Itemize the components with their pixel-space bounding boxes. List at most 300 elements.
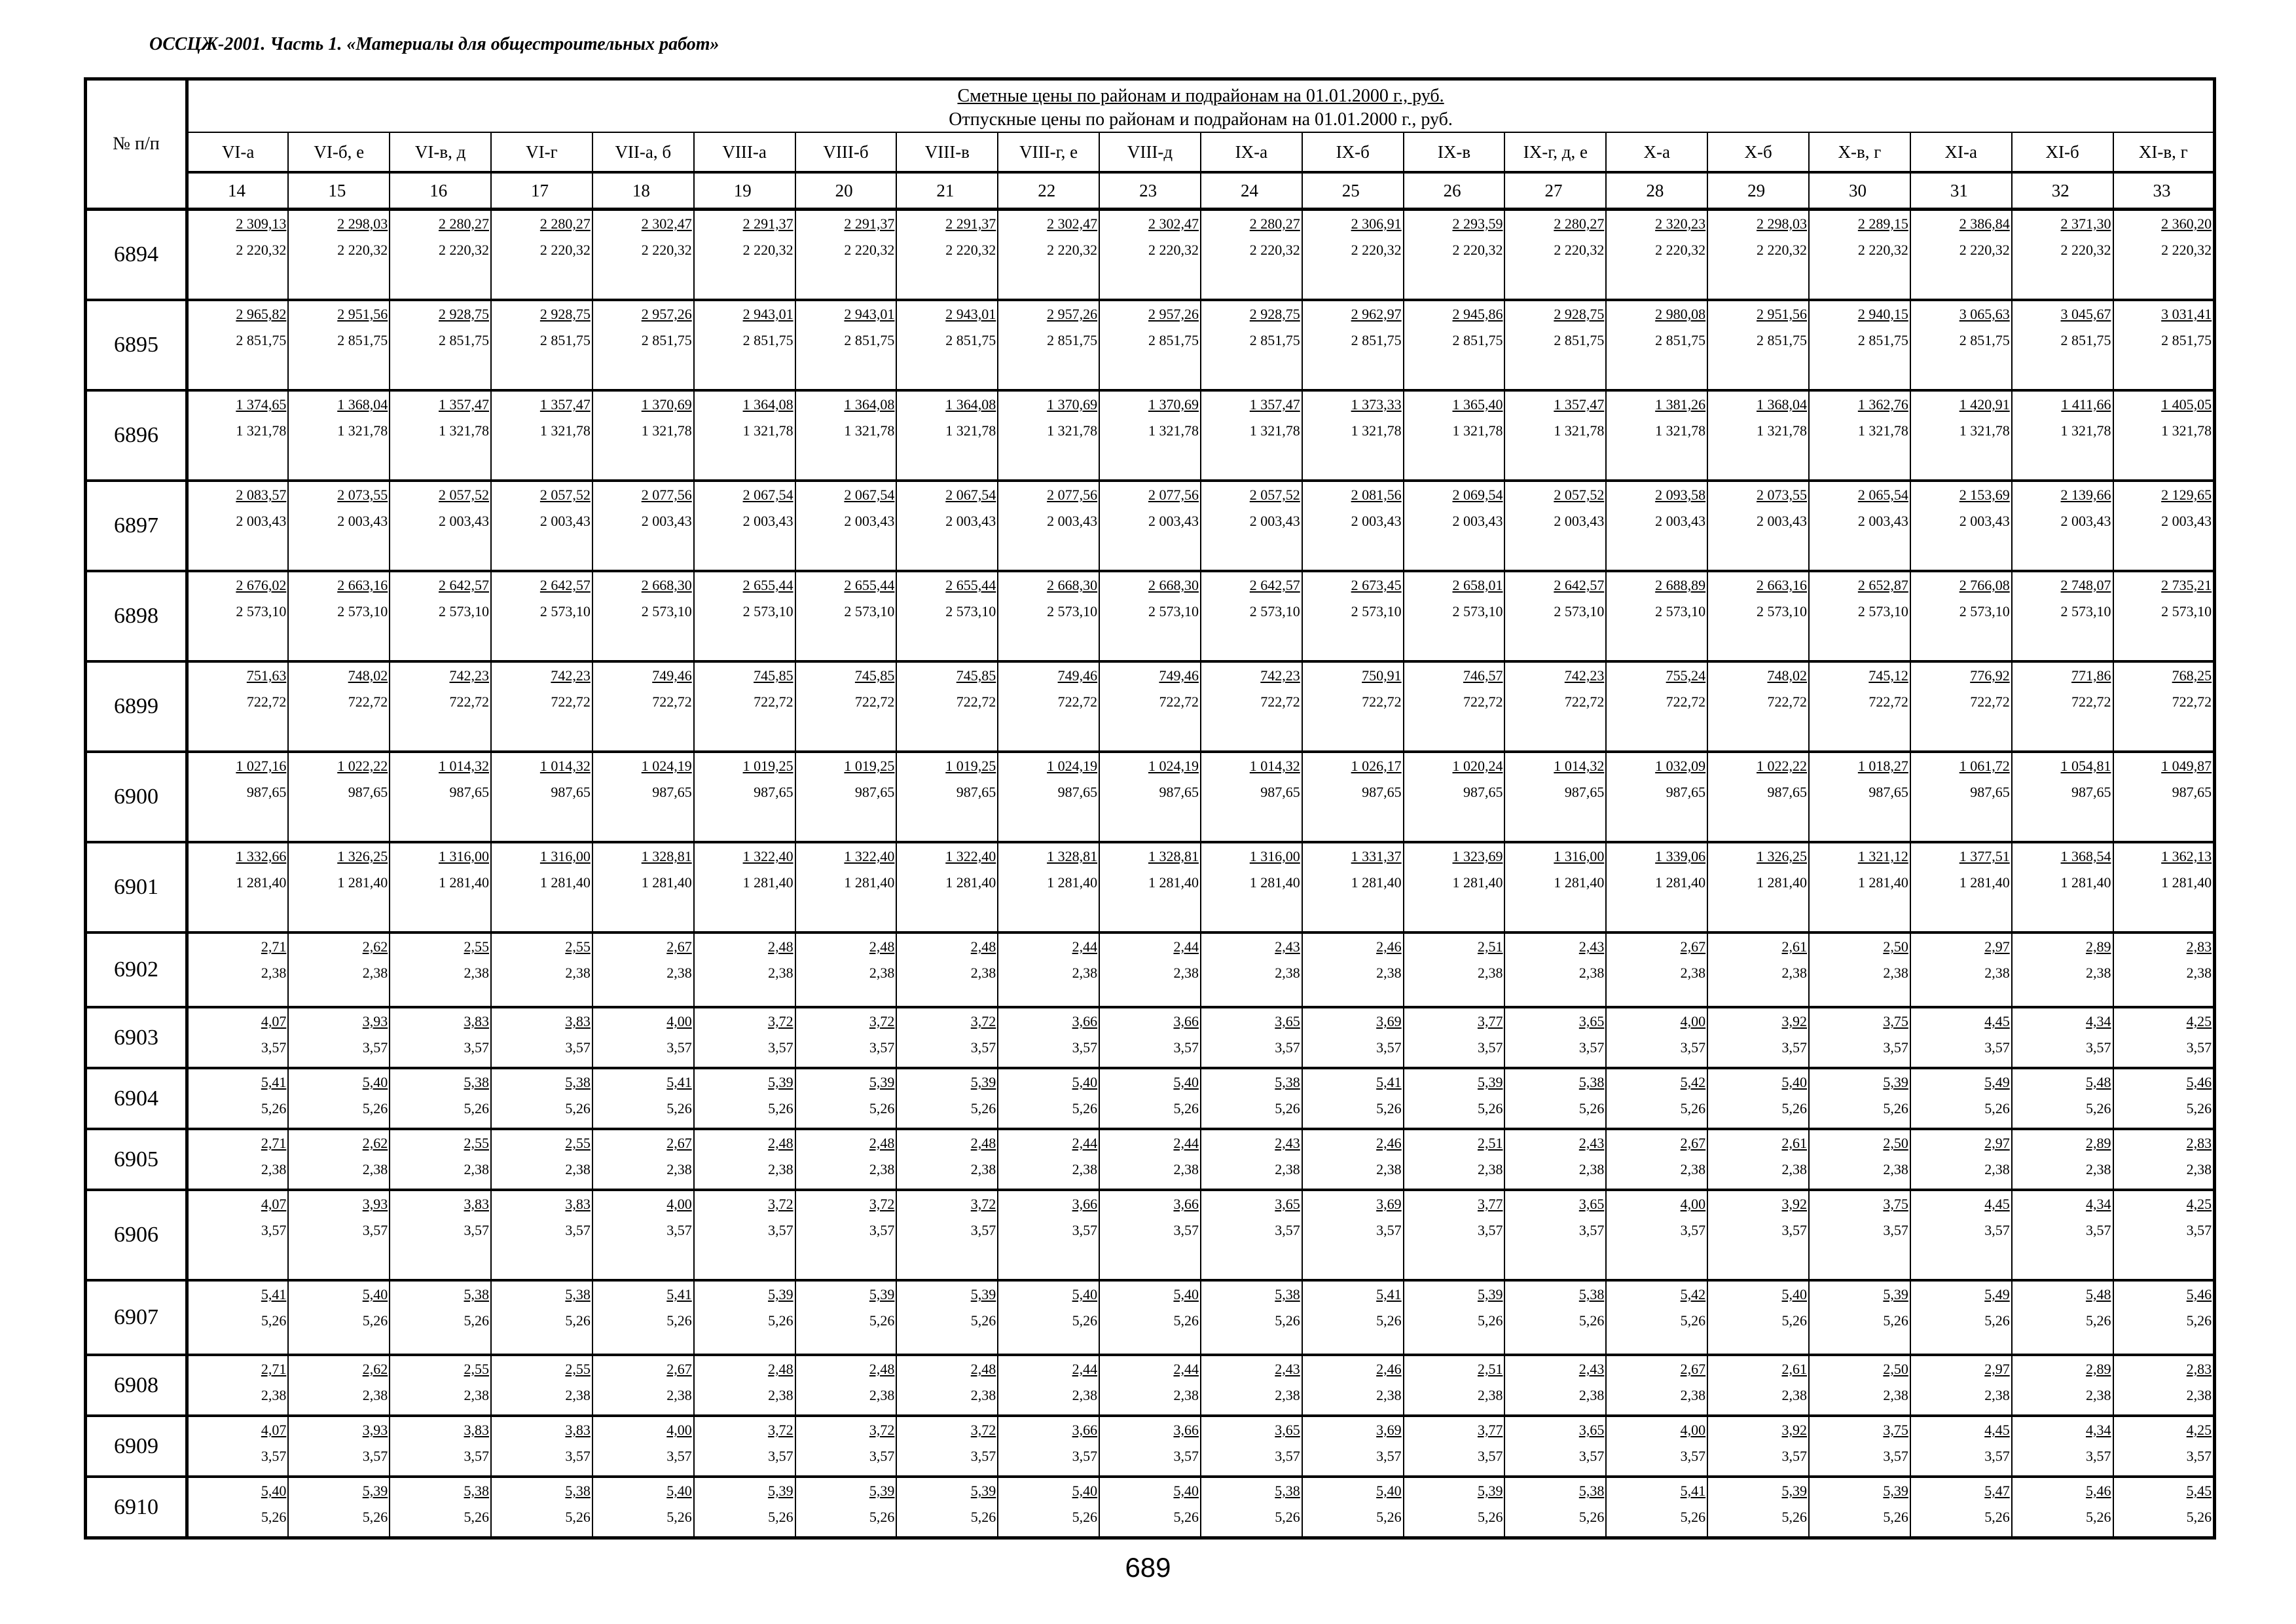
release-price: 2 220,32 — [1148, 242, 1199, 258]
release-price: 2,38 — [1072, 965, 1098, 981]
price-cell — [998, 300, 1099, 390]
column-number: 26 — [1404, 172, 1505, 210]
estimated-price: 1 061,72 — [1959, 758, 2010, 774]
release-price: 2,38 — [1883, 1161, 1908, 1177]
estimated-price: 750,91 — [1362, 667, 1402, 684]
estimated-price: 2 943,01 — [844, 306, 895, 322]
price-cell — [1910, 390, 2012, 481]
price-cell — [1809, 210, 1910, 301]
price-cell — [2012, 571, 2113, 661]
region-header: VI-г — [491, 132, 592, 172]
price-cell — [1404, 481, 1505, 571]
price-cell — [1707, 1190, 1809, 1280]
price-cell — [2012, 390, 2113, 481]
price-cell — [1809, 1190, 1910, 1280]
estimated-price: 2,55 — [565, 1361, 591, 1377]
release-price: 987,65 — [2172, 784, 2212, 800]
price-cell — [288, 1477, 390, 1538]
release-price: 3,57 — [1072, 1039, 1098, 1056]
estimated-price: 5,41 — [1680, 1483, 1706, 1499]
estimated-price: 3,72 — [869, 1196, 895, 1212]
estimated-price: 2 945,86 — [1452, 306, 1503, 322]
release-price: 722,72 — [652, 693, 692, 710]
release-price: 2 851,75 — [844, 332, 895, 348]
estimated-price: 3,93 — [362, 1196, 388, 1212]
price-cell — [1910, 1190, 2012, 1280]
estimated-price: 1 381,26 — [1655, 396, 1706, 413]
release-price: 5,26 — [1173, 1312, 1199, 1329]
price-cell — [1707, 842, 1809, 932]
estimated-price: 3,77 — [1477, 1422, 1503, 1438]
release-price: 5,26 — [565, 1509, 591, 1525]
release-price: 5,26 — [1275, 1100, 1300, 1116]
release-price: 1 281,40 — [1857, 874, 1908, 891]
release-price: 2 851,75 — [1757, 332, 1807, 348]
price-cell — [2113, 1477, 2215, 1538]
estimated-price: 1 364,08 — [742, 396, 793, 413]
release-price: 2,38 — [261, 1161, 287, 1177]
estimated-price: 2,48 — [970, 1135, 996, 1151]
estimated-price: 2 655,44 — [742, 577, 793, 593]
release-price: 2 003,43 — [1554, 513, 1605, 529]
price-cell — [1910, 1129, 2012, 1190]
table-row — [86, 752, 2215, 842]
release-price: 3,57 — [768, 1448, 793, 1464]
release-price: 2,38 — [464, 965, 490, 981]
estimated-price: 2 360,20 — [2161, 215, 2212, 232]
estimated-price: 2,55 — [464, 1361, 490, 1377]
release-price: 2 003,43 — [1959, 513, 2010, 529]
estimated-price: 3,83 — [464, 1422, 490, 1438]
release-price: 5,26 — [869, 1312, 895, 1329]
estimated-price: 2,61 — [1781, 1135, 1807, 1151]
estimated-price: 2,46 — [1376, 938, 1402, 955]
release-price: 1 321,78 — [1351, 422, 1402, 439]
estimated-price: 2 655,44 — [945, 577, 996, 593]
release-price: 2 573,10 — [1249, 603, 1300, 619]
price-cell — [1504, 1068, 1606, 1129]
release-price: 3,57 — [1883, 1448, 1908, 1464]
estimated-price: 4,45 — [1984, 1422, 2010, 1438]
estimated-price: 3,69 — [1376, 1422, 1402, 1438]
release-price: 2,38 — [1883, 1387, 1908, 1403]
price-cell — [1404, 661, 1505, 752]
estimated-price: 3 045,67 — [2060, 306, 2111, 322]
price-cell — [288, 390, 390, 481]
release-price: 987,65 — [1767, 784, 1807, 800]
release-price: 2,38 — [666, 1161, 692, 1177]
release-price: 3,57 — [565, 1222, 591, 1238]
estimated-price: 1 014,32 — [539, 758, 591, 774]
estimated-price: 1 049,87 — [2161, 758, 2212, 774]
estimated-price: 3,69 — [1376, 1013, 1402, 1029]
estimated-price: 2,48 — [869, 1135, 895, 1151]
estimated-price: 4,45 — [1984, 1196, 2010, 1212]
estimated-price: 2,71 — [261, 1361, 287, 1377]
release-price: 3,57 — [666, 1222, 692, 1238]
release-price: 2 220,32 — [641, 242, 692, 258]
price-cell — [694, 300, 795, 390]
estimated-price: 3,77 — [1477, 1013, 1503, 1029]
estimated-price: 3,72 — [869, 1422, 895, 1438]
price-cell — [998, 1477, 1099, 1538]
release-price: 2 573,10 — [1554, 603, 1605, 619]
price-cell — [2012, 1190, 2113, 1280]
estimated-price: 4,07 — [261, 1422, 287, 1438]
release-price: 722,72 — [754, 693, 793, 710]
price-cell — [1910, 1280, 2012, 1355]
running-header: ОССЦЖ-2001. Часть 1. «Материалы для общестроительных работ» — [149, 34, 720, 54]
price-cell — [998, 1007, 1099, 1068]
release-price: 987,65 — [1362, 784, 1402, 800]
release-price: 722,72 — [854, 693, 895, 710]
estimated-price: 3,69 — [1376, 1196, 1402, 1212]
price-cell — [694, 752, 795, 842]
price-cell — [1201, 752, 1302, 842]
release-price: 5,26 — [565, 1100, 591, 1116]
price-cell — [795, 661, 897, 752]
estimated-price: 2 735,21 — [2161, 577, 2212, 593]
price-cell — [390, 481, 491, 571]
estimated-price: 5,39 — [1883, 1074, 1908, 1090]
table-row — [86, 390, 2215, 481]
estimated-price: 2 129,65 — [2161, 487, 2212, 503]
release-price: 3,57 — [1477, 1039, 1503, 1056]
price-cell — [491, 1416, 592, 1477]
release-price: 3,57 — [1781, 1222, 1807, 1238]
estimated-price: 2,43 — [1578, 938, 1605, 955]
estimated-price: 1 357,47 — [539, 396, 591, 413]
estimated-price: 745,85 — [854, 667, 895, 684]
price-cell — [390, 1007, 491, 1068]
column-number: 33 — [2113, 172, 2215, 210]
estimated-price: 2 057,52 — [1249, 487, 1300, 503]
estimated-price: 5,40 — [362, 1074, 388, 1090]
price-cell — [1302, 932, 1404, 1007]
price-cell — [288, 1416, 390, 1477]
release-price: 2,38 — [970, 1161, 996, 1177]
estimated-price: 2,89 — [2086, 938, 2111, 955]
release-price: 1 281,40 — [641, 874, 692, 891]
estimated-price: 3,65 — [1578, 1422, 1605, 1438]
price-cell — [896, 571, 998, 661]
estimated-price: 2 302,47 — [1148, 215, 1199, 232]
release-price: 5,26 — [2086, 1509, 2111, 1525]
release-price: 3,57 — [970, 1222, 996, 1238]
price-cell — [592, 1129, 694, 1190]
estimated-price: 4,00 — [666, 1422, 692, 1438]
price-cell — [2012, 1280, 2113, 1355]
estimated-price: 2,62 — [362, 1135, 388, 1151]
release-price: 2 003,43 — [439, 513, 490, 529]
release-price: 2,38 — [768, 1161, 793, 1177]
estimated-price: 2 663,16 — [337, 577, 388, 593]
price-cell — [1302, 1068, 1404, 1129]
price-cell — [896, 300, 998, 390]
price-cell — [1707, 571, 1809, 661]
price-cell — [694, 842, 795, 932]
price-cell — [592, 300, 694, 390]
price-cell — [1910, 842, 2012, 932]
price-cell — [1201, 1355, 1302, 1416]
price-cell — [998, 1190, 1099, 1280]
estimated-price: 2 673,45 — [1351, 577, 1402, 593]
price-cell — [288, 1280, 390, 1355]
release-price: 3,57 — [869, 1039, 895, 1056]
price-cell — [694, 661, 795, 752]
estimated-price: 1 322,40 — [945, 848, 996, 864]
release-price: 2 851,75 — [1148, 332, 1199, 348]
column-number-row — [86, 172, 2215, 210]
price-cell — [187, 1068, 289, 1129]
price-cell — [1099, 752, 1201, 842]
price-cell — [998, 1068, 1099, 1129]
price-cell — [1302, 571, 1404, 661]
price-cell — [694, 481, 795, 571]
estimated-price: 3,75 — [1883, 1196, 1908, 1212]
row-number: 6896 — [86, 390, 187, 481]
page-number: 689 — [1125, 1552, 1171, 1583]
estimated-price: 4,25 — [2186, 1422, 2212, 1438]
price-cell — [1404, 1477, 1505, 1538]
price-cell — [1606, 842, 1707, 932]
price-cell — [187, 1280, 289, 1355]
price-cell — [1201, 1129, 1302, 1190]
release-price: 3,57 — [2086, 1039, 2111, 1056]
estimated-price: 1 357,47 — [1554, 396, 1605, 413]
price-cell — [1809, 842, 1910, 932]
estimated-price: 3,65 — [1275, 1422, 1300, 1438]
estimated-price: 1 362,76 — [1857, 396, 1908, 413]
column-number: 15 — [288, 172, 390, 210]
release-price: 3,57 — [768, 1039, 793, 1056]
estimated-price: 5,39 — [768, 1483, 793, 1499]
estimated-price: 5,40 — [1173, 1483, 1199, 1499]
price-cell — [1504, 481, 1606, 571]
estimated-price: 2 962,97 — [1351, 306, 1402, 322]
release-price: 1 321,78 — [1249, 422, 1300, 439]
release-price: 1 281,40 — [1351, 874, 1402, 891]
estimated-price: 3,93 — [362, 1422, 388, 1438]
release-price: 2,38 — [1680, 965, 1706, 981]
estimated-price: 1 316,00 — [1249, 848, 1300, 864]
release-price: 2,38 — [2086, 1161, 2111, 1177]
row-number: 6895 — [86, 300, 187, 390]
price-cell — [491, 842, 592, 932]
estimated-price: 2,67 — [1680, 1135, 1706, 1151]
estimated-price: 4,00 — [1680, 1422, 1706, 1438]
release-price: 1 281,40 — [1452, 874, 1503, 891]
release-price: 5,26 — [1173, 1100, 1199, 1116]
estimated-price: 2 642,57 — [1554, 577, 1605, 593]
price-cell — [896, 1190, 998, 1280]
estimated-price: 2 280,27 — [1554, 215, 1605, 232]
release-price: 2,38 — [2086, 1387, 2111, 1403]
price-cell — [1606, 1007, 1707, 1068]
price-cell — [998, 842, 1099, 932]
release-price: 5,26 — [1072, 1312, 1098, 1329]
price-cell — [1201, 300, 1302, 390]
release-price: 2 851,75 — [1857, 332, 1908, 348]
price-cell — [1201, 571, 1302, 661]
estimated-price: 2 057,52 — [1554, 487, 1605, 503]
estimated-price: 2 280,27 — [439, 215, 490, 232]
release-price: 2 220,32 — [439, 242, 490, 258]
price-cell — [592, 571, 694, 661]
price-cell — [288, 300, 390, 390]
release-price: 2 003,43 — [1249, 513, 1300, 529]
estimated-price: 5,48 — [2086, 1286, 2111, 1302]
release-price: 2,38 — [1578, 1161, 1605, 1177]
release-price: 2 220,32 — [1757, 242, 1807, 258]
table-row — [86, 661, 2215, 752]
price-cell — [1606, 1129, 1707, 1190]
estimated-price: 3,77 — [1477, 1196, 1503, 1212]
estimated-price: 5,38 — [565, 1286, 591, 1302]
release-price: 2,38 — [565, 1387, 591, 1403]
release-price: 3,57 — [1680, 1448, 1706, 1464]
price-cell — [896, 752, 998, 842]
release-price: 3,57 — [1680, 1222, 1706, 1238]
estimated-price: 3,75 — [1883, 1422, 1908, 1438]
price-cell — [795, 1190, 897, 1280]
release-price: 2 003,43 — [641, 513, 692, 529]
release-price: 3,57 — [1275, 1222, 1300, 1238]
price-cell — [2113, 1280, 2215, 1355]
estimated-price: 2,44 — [1072, 938, 1098, 955]
price-cell — [2012, 932, 2113, 1007]
estimated-price: 2,83 — [2186, 1361, 2212, 1377]
price-cell — [2113, 1416, 2215, 1477]
price-cell — [2113, 300, 2215, 390]
price-cell — [795, 481, 897, 571]
estimated-price: 1 370,69 — [1047, 396, 1098, 413]
row-number: 6905 — [86, 1129, 187, 1190]
estimated-price: 5,39 — [1477, 1286, 1503, 1302]
price-cell — [1201, 1280, 1302, 1355]
table-row — [86, 1190, 2215, 1280]
price-cell — [795, 1416, 897, 1477]
estimated-price: 5,49 — [1984, 1286, 2010, 1302]
release-price: 1 281,40 — [945, 874, 996, 891]
region-header: VIII-б — [795, 132, 897, 172]
estimated-price: 3,83 — [565, 1013, 591, 1029]
release-price: 5,26 — [1376, 1312, 1402, 1329]
release-price: 2,38 — [464, 1161, 490, 1177]
price-cell — [1606, 1477, 1707, 1538]
release-price: 2 003,43 — [844, 513, 895, 529]
price-cell — [390, 661, 491, 752]
column-number: 27 — [1504, 172, 1606, 210]
estimated-price: 3,93 — [362, 1013, 388, 1029]
release-price: 2 003,43 — [236, 513, 287, 529]
price-cell — [998, 1129, 1099, 1190]
row-number: 6900 — [86, 752, 187, 842]
estimated-price: 5,48 — [2086, 1074, 2111, 1090]
estimated-price: 3,66 — [1173, 1422, 1199, 1438]
price-cell — [694, 571, 795, 661]
estimated-price: 3,92 — [1781, 1013, 1807, 1029]
release-price: 2 573,10 — [844, 603, 895, 619]
release-price: 3,57 — [1883, 1222, 1908, 1238]
price-cell — [1606, 932, 1707, 1007]
release-price: 2 573,10 — [1351, 603, 1402, 619]
price-cell — [1404, 842, 1505, 932]
release-price: 5,26 — [666, 1509, 692, 1525]
release-price: 2,38 — [1781, 965, 1807, 981]
price-cell — [187, 481, 289, 571]
price-cell — [1302, 210, 1404, 301]
price-cell — [1099, 1355, 1201, 1416]
estimated-price: 2 077,56 — [1047, 487, 1098, 503]
release-price: 987,65 — [1057, 784, 1098, 800]
price-cell — [592, 1355, 694, 1416]
estimated-price: 2 668,30 — [641, 577, 692, 593]
release-price: 1 281,40 — [1148, 874, 1199, 891]
release-price: 2,38 — [869, 1161, 895, 1177]
release-price: 2,38 — [1173, 1387, 1199, 1403]
price-cell — [2113, 1068, 2215, 1129]
estimated-price: 2 766,08 — [1959, 577, 2010, 593]
release-price: 722,72 — [1362, 693, 1402, 710]
estimated-price: 2,48 — [768, 938, 793, 955]
release-price: 722,72 — [1666, 693, 1706, 710]
table-row — [86, 481, 2215, 571]
price-cell — [2012, 1355, 2113, 1416]
estimated-price: 3,72 — [768, 1013, 793, 1029]
price-cell — [1809, 390, 1910, 481]
price-cell — [795, 300, 897, 390]
release-price: 2 003,43 — [539, 513, 591, 529]
release-price: 3,57 — [1578, 1448, 1605, 1464]
release-price: 987,65 — [652, 784, 692, 800]
price-cell — [1910, 1007, 2012, 1068]
price-cell — [491, 1477, 592, 1538]
estimated-price: 2 291,37 — [945, 215, 996, 232]
table-row — [86, 1416, 2215, 1477]
release-price: 2,38 — [1376, 1387, 1402, 1403]
estimated-price: 1 368,54 — [2060, 848, 2111, 864]
price-cell — [1302, 661, 1404, 752]
price-cell — [1099, 481, 1201, 571]
release-price: 987,65 — [449, 784, 490, 800]
estimated-price: 2 928,75 — [539, 306, 591, 322]
estimated-price: 2 298,03 — [337, 215, 388, 232]
price-cell — [592, 481, 694, 571]
release-price: 1 321,78 — [1148, 422, 1199, 439]
price-cell — [1404, 932, 1505, 1007]
estimated-price: 2 386,84 — [1959, 215, 2010, 232]
price-cell — [1707, 661, 1809, 752]
release-price: 722,72 — [551, 693, 591, 710]
release-price: 5,26 — [1275, 1312, 1300, 1329]
estimated-price: 3,66 — [1072, 1013, 1098, 1029]
estimated-price: 5,46 — [2086, 1483, 2111, 1499]
column-number: 29 — [1707, 172, 1809, 210]
price-cell — [592, 210, 694, 301]
release-price: 5,26 — [2186, 1509, 2212, 1525]
estimated-price: 1 332,66 — [236, 848, 287, 864]
price-table-body — [86, 210, 2215, 1538]
release-price: 3,57 — [1984, 1222, 2010, 1238]
row-number: 6909 — [86, 1416, 187, 1477]
estimated-price: 2 957,26 — [1148, 306, 1199, 322]
release-price: 2 220,32 — [539, 242, 591, 258]
price-cell — [1910, 481, 2012, 571]
release-price: 987,65 — [348, 784, 388, 800]
price-cell — [592, 1280, 694, 1355]
estimated-price: 3,65 — [1578, 1013, 1605, 1029]
